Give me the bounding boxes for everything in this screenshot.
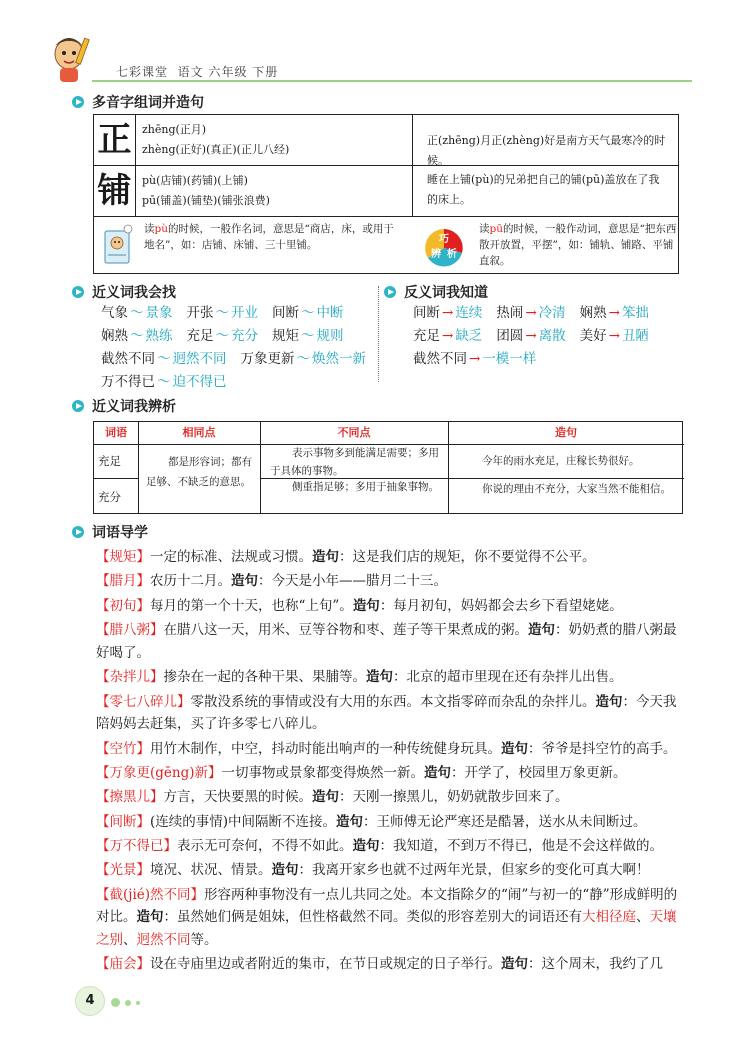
- antonym-line: [413, 301, 663, 321]
- synonym-word: 规则: [316, 328, 344, 344]
- entry-term: 【截(jié)然不同】: [96, 886, 205, 903]
- word-guide-list: [96, 546, 686, 978]
- section-title-polyphone: [72, 92, 204, 112]
- diff-cell: 侧重指足够；多用于抽象事物。: [292, 481, 439, 493]
- entry-sentence: ：这是我们店的规矩，你不要觉得不公平。: [339, 549, 596, 565]
- entry-definition: 零散没系统的事情或没有大用的东西。本文指零碎而杂乱的杂拌儿。: [190, 693, 596, 710]
- entry-label: 造句: [271, 862, 299, 879]
- entry-term: 【间断】: [96, 813, 150, 830]
- entry-definition: 掺杂在一起的各种干果、果脯等。: [163, 669, 366, 686]
- entry-label: 造句: [231, 573, 258, 590]
- tip-prefix: 读: [479, 223, 490, 235]
- entry-definition: 形容两种事物没有一点儿共同之处。本文指除夕的“闹”与初一的“静”形成鲜明的对比。: [96, 886, 678, 926]
- synonym-line: [101, 301, 358, 321]
- tilde-mark: ～: [157, 351, 171, 367]
- polyphone-tip: [94, 217, 678, 273]
- synonym-line: [101, 324, 358, 344]
- sentence-cell: 你说的理由不充分，大家当然不能相信。: [482, 483, 671, 495]
- guide-entry: [96, 595, 686, 618]
- decor-dot: [111, 998, 120, 1007]
- play-icon: [72, 526, 84, 538]
- word: 间断: [272, 305, 299, 321]
- polyphone-sentence: 正(zhēng)月正(zhèng)好是南方天气最寒冷的时候。: [412, 115, 680, 165]
- section-title-text: 词语导学: [92, 525, 148, 541]
- entry-extra: 、: [123, 932, 137, 949]
- guide-entry: [96, 811, 686, 834]
- word-line: pū(铺盖)(铺垫)(铺张浪费): [142, 194, 270, 207]
- antonym-word: 丑陋: [621, 328, 649, 344]
- page-number: 4: [75, 986, 105, 1016]
- header-divider: [92, 80, 692, 82]
- entry-definition: 每月的第一个十天，也称“上旬”。: [150, 597, 353, 614]
- table-hline: [94, 478, 138, 479]
- badge-char: 巧: [439, 234, 449, 245]
- guide-entry: [96, 570, 686, 593]
- qiao-bian-xi-badge: [425, 229, 463, 267]
- word: 规矩: [272, 328, 299, 344]
- synonym-word: 中断: [316, 305, 344, 321]
- entry-label: 造句: [352, 597, 380, 614]
- word-line: pù(店铺)(药铺)(上铺): [142, 174, 248, 187]
- word: 充足: [413, 328, 440, 344]
- entry-term: 【腊月】: [96, 573, 150, 590]
- entry-definition: 设在寺庙里边或者附近的集市，在节日或规定的日子举行。: [150, 956, 501, 973]
- entry-term: 【杂拌儿】: [96, 669, 164, 686]
- tilde-mark: ～: [296, 351, 310, 367]
- tilde-mark: ～: [215, 305, 229, 321]
- antonym-line: [413, 347, 550, 367]
- header-cell: 不同点: [337, 426, 371, 439]
- entry-term: 【光景】: [96, 862, 150, 879]
- arrow-icon: →: [525, 305, 537, 321]
- synonym-word: 熟练: [145, 328, 173, 344]
- entry-label: 造句: [528, 622, 555, 639]
- entry-extra: 天壤之别: [96, 909, 677, 949]
- section-title-text: 近义词我会找: [92, 285, 176, 301]
- word-line: zhēng(正月): [142, 123, 207, 136]
- synonym-word: 迫不得已: [172, 374, 227, 390]
- tip-pu4: [144, 221, 404, 253]
- entry-label: 造句: [312, 549, 339, 565]
- entry-definition: 境况、状况、情景。: [150, 862, 272, 879]
- entry-sentence: ：王师傅无论严寒还是酷暑，送水从未间断过。: [363, 813, 647, 830]
- entry-definition: 一定的标准、法规或习惯。: [150, 549, 312, 565]
- entry-sentence: ：这个周末，我约了几: [528, 956, 663, 973]
- decor-dot: [125, 1000, 131, 1006]
- guide-entry: [96, 953, 686, 976]
- guide-entry: [96, 786, 686, 809]
- word: 娴熟: [579, 305, 607, 321]
- tilde-mark: ～: [301, 328, 315, 344]
- guide-entry: [96, 762, 686, 785]
- entry-label: 造句: [352, 838, 380, 855]
- table-vline: [138, 422, 139, 513]
- tip-pinyin: pū: [489, 223, 503, 235]
- synonym-word: 迥然不同: [172, 351, 227, 367]
- synonym-word: 景象: [145, 305, 173, 321]
- subject-name: 语文 六年级 下册: [177, 65, 279, 79]
- play-icon: [384, 286, 396, 298]
- play-icon: [72, 286, 84, 298]
- series-name: 七彩课堂: [116, 65, 169, 79]
- antonym-word: 冷清: [538, 305, 566, 321]
- tilde-mark: ～: [130, 328, 144, 344]
- entry-sentence: ：我知道，不到万不得已，他是不会这样做的。: [379, 838, 663, 855]
- diff-cell: 表示事物多到能满足需要；多用于具体的事物。: [270, 447, 439, 477]
- tip-text: 的时候，一般作动词，意思是“把东西散开放置，平摆”，如：铺轨、铺路、平铺直叙。: [479, 223, 677, 267]
- guide-entry: [96, 691, 686, 736]
- badge-char: 析: [447, 249, 457, 260]
- mascot-icon: [44, 32, 94, 84]
- entry-label: 造句: [366, 669, 393, 686]
- section-title-guide: [72, 522, 148, 542]
- section-title-antonyms: [384, 282, 488, 302]
- tip-pinyin: pù: [154, 223, 168, 235]
- entry-term: 【万象更(gēng)新】: [96, 764, 222, 781]
- entry-extra: 等。: [190, 932, 218, 949]
- entry-term: 【腊八粥】: [96, 622, 164, 639]
- word: 间断: [413, 305, 440, 321]
- entry-sentence: ：爷爷是抖空竹的高手。: [528, 740, 677, 757]
- word: 团圆: [496, 328, 524, 344]
- arrow-icon: →: [608, 328, 620, 344]
- header-cell: 词语: [105, 426, 127, 439]
- word: 万象更新: [240, 351, 295, 367]
- word-line: zhèng(正好)(真正)(正儿八经): [142, 143, 290, 156]
- entry-sentence: ：今天是小年——腊月二十三。: [258, 573, 447, 590]
- synonym-line: [101, 370, 241, 390]
- guide-entry: [96, 546, 686, 569]
- play-icon: [72, 400, 84, 412]
- entry-definition: 用竹木制作，中空，抖动时能出响声的一种传统健身玩具。: [150, 740, 501, 757]
- tilde-mark: ～: [157, 374, 171, 390]
- entry-term: 【万不得已】: [96, 838, 177, 855]
- badge-char: 辨: [431, 249, 441, 260]
- synonym-word: 充分: [231, 328, 258, 344]
- entry-extra: 迥然不同: [136, 932, 191, 949]
- synonym-word: 开业: [231, 305, 258, 321]
- polyphone-words: [142, 120, 289, 160]
- word: 娴熟: [101, 328, 128, 344]
- compare-table: [93, 421, 683, 514]
- entry-sentence: ：今天我陪妈妈去赶集，买了许多零七八碎儿。: [96, 693, 677, 733]
- entry-definition: 在腊八这一天，用米、豆等谷物和枣、莲子等干果煮成的粥。: [163, 622, 528, 639]
- guide-entry: [96, 666, 686, 689]
- entry-extra: 、: [636, 909, 650, 926]
- header-title: [116, 63, 278, 80]
- play-icon: [72, 96, 84, 108]
- word-cell: 充足: [98, 454, 121, 468]
- word: 美好: [579, 328, 607, 344]
- polyphone-words: [142, 171, 270, 211]
- same-cell: 都是形容词；都有足够、不缺乏的意思。: [146, 456, 252, 488]
- section-title-text: 多音字组词并造句: [92, 95, 204, 111]
- synonym-line: [101, 347, 380, 367]
- tip-text: 的时候，一般作名词，意思是“商店，床，或用于地名”，如：店铺、床铺、三十里铺。: [144, 223, 394, 251]
- entry-sentence: ：我离开家乡也就不过两年光景，但家乡的变化可真大啊！: [298, 862, 650, 879]
- tilde-mark: ～: [215, 328, 229, 344]
- entry-term: 【零七八碎儿】: [96, 693, 191, 710]
- column-divider: [378, 286, 379, 382]
- word: 热闹: [496, 305, 524, 321]
- polyphone-sentence: 睡在上铺(pù)的兄弟把自己的铺(pū)盖放在了我的床上。: [412, 166, 680, 216]
- antonym-word: 连续: [455, 305, 483, 321]
- word: 万不得已: [101, 374, 155, 390]
- entry-label: 造句: [136, 909, 164, 926]
- polyphone-char: 正: [94, 115, 136, 165]
- section-title-synonyms: [72, 282, 176, 302]
- entry-definition: 一切事物或景象都变得焕然一新。: [221, 764, 425, 781]
- entry-term: 【规矩】: [96, 549, 150, 565]
- entry-extra: 大相径庭: [582, 909, 636, 926]
- entry-label: 造句: [424, 764, 452, 781]
- header-cell: 相同点: [182, 426, 216, 439]
- word: 充足: [186, 328, 214, 344]
- entry-sentence: ：北京的超市里现在还有杂拌儿出售。: [393, 669, 623, 686]
- entry-label: 造句: [336, 813, 364, 830]
- thinking-kid-icon: [102, 223, 134, 267]
- entry-sentence: ：虽然她们俩是姐妹，但性格截然不同。类似的形容差别大的词语还有: [163, 909, 582, 926]
- entry-sentence: ：开学了，校园里万象更新。: [451, 764, 627, 781]
- antonym-word: 笨拙: [621, 305, 649, 321]
- arrow-icon: →: [469, 351, 481, 367]
- entry-definition: 表示无可奈何，不得不如此。: [177, 838, 353, 855]
- antonym-word: 缺乏: [455, 328, 483, 344]
- entry-sentence: ：每月初旬，妈妈都会去乡下看望姥姥。: [379, 597, 623, 614]
- guide-entry: [96, 859, 686, 882]
- antonym-word: 离散: [538, 328, 566, 344]
- sentence-cell: 今年的雨水充足，庄稼长势很好。: [482, 455, 640, 467]
- entry-definition: 方言，天快要黑的时候。: [163, 789, 312, 806]
- entry-label: 造句: [501, 740, 528, 757]
- table-vline: [260, 422, 261, 513]
- word: 截然不同: [413, 351, 467, 367]
- entry-term: 【庙会】: [96, 956, 150, 973]
- tip-prefix: 读: [144, 223, 155, 235]
- guide-entry: [96, 619, 686, 664]
- polyphone-row: [94, 166, 678, 217]
- tip-pu1: [479, 221, 679, 269]
- entry-definition: 农历十二月。: [150, 573, 231, 590]
- word: 开张: [186, 305, 214, 321]
- entry-sentence: ：天刚一擦黑儿，奶奶就散步回来了。: [339, 789, 569, 806]
- header-cell: 造句: [555, 426, 577, 439]
- entry-label: 造句: [595, 693, 623, 710]
- tilde-mark: ～: [301, 305, 315, 321]
- polyphone-row: [94, 115, 678, 166]
- guide-entry: [96, 884, 686, 952]
- arrow-icon: →: [525, 328, 537, 344]
- entry-sentence: ：奶奶煮的腊八粥最好喝了。: [96, 622, 677, 661]
- entry-definition: (连续的事情)中间隔断不连接。: [150, 813, 337, 830]
- word-cell: 充分: [98, 490, 121, 504]
- word: 气象: [101, 305, 128, 321]
- entry-label: 造句: [501, 956, 528, 973]
- entry-label: 造句: [312, 789, 339, 806]
- section-title-text: 近义词我辨析: [92, 399, 176, 415]
- arrow-icon: →: [442, 305, 454, 321]
- tilde-mark: ～: [130, 305, 144, 321]
- entry-term: 【擦黑儿】: [96, 789, 164, 806]
- guide-entry: [96, 738, 686, 761]
- arrow-icon: →: [442, 328, 454, 344]
- section-title-analysis: [72, 396, 176, 416]
- word: 截然不同: [101, 351, 155, 367]
- section-title-text: 反义词我知道: [404, 285, 488, 301]
- page-header: [0, 0, 753, 90]
- synonym-word: 焕然一新: [312, 351, 366, 367]
- decor-dot: [136, 1001, 140, 1005]
- guide-entry: [96, 835, 686, 858]
- antonym-word: 一模一样: [482, 351, 537, 367]
- polyphone-char: 铺: [94, 166, 136, 216]
- polyphone-table: [93, 114, 679, 274]
- antonym-line: [413, 324, 663, 344]
- arrow-icon: →: [608, 305, 620, 321]
- entry-term: 【空竹】: [96, 740, 150, 757]
- entry-term: 【初旬】: [96, 597, 150, 614]
- table-vline: [448, 422, 449, 513]
